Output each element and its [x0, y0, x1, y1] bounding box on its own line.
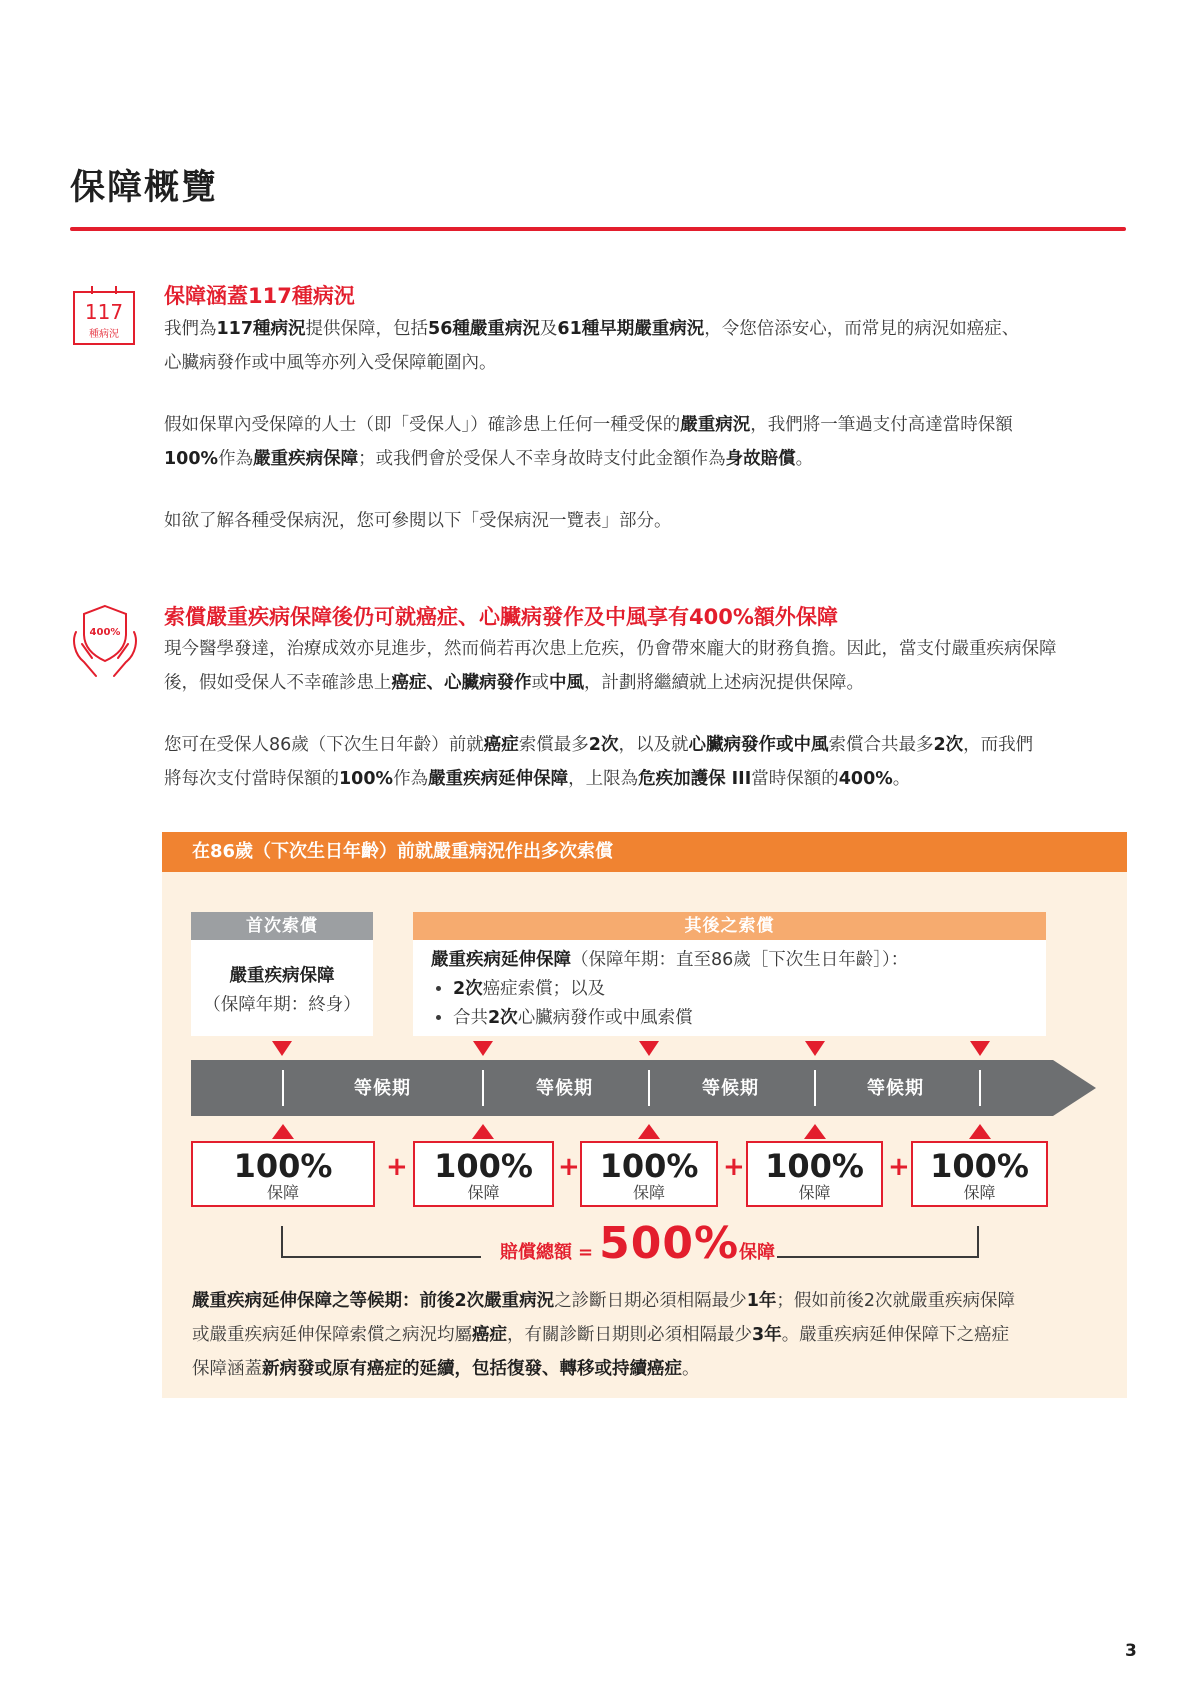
section2-title: 索償嚴重疾病保障後仍可就癌症、心臟病發作及中風享有400%額外保障 — [164, 605, 838, 629]
subsequent-claims-tag: 其後之索償 — [413, 912, 1046, 940]
down-arrow-icon — [970, 1041, 990, 1056]
section1-paragraph3: 如欲了解各種受保病況，您可參閱以下「受保病況一覽表」部分。 — [164, 511, 672, 531]
up-arrow-icon — [638, 1124, 660, 1139]
bracket-right — [977, 1226, 979, 1258]
down-arrow-icon — [639, 1041, 659, 1056]
section2-paragraph1: 現今醫學發達，治療成效亦見進步，然而倘若再次患上危疾，仍會帶來龐大的財務負擔。因此，當支付嚴重疾病保障 後，假如受保人不幸確診患上癌症、心臟病發作或中風，計劃將繼續就上述病況提供保障。 — [164, 639, 1057, 693]
payout-box: 100% 保障 — [911, 1141, 1048, 1207]
waiting-period-label: 等候期 — [354, 1078, 411, 1099]
calendar-icon — [70, 282, 138, 350]
plus-icon: + — [558, 1152, 580, 1182]
section2-paragraph2: 您可在受保人86歲（下次生日年齡）前就癌症索償最多2次，以及就心臟病發作或中風索償合共最多2次，而我們 將每次支付當時保額的100%作為嚴重疾病延伸保障，上限為危疾加護保 III當時保額的400%。 — [164, 735, 1034, 789]
page-title: 保障概覽 — [70, 168, 219, 208]
first-claim-period: （保障年期：終身） — [203, 995, 361, 1015]
payout-box: 100% 保障 — [580, 1141, 718, 1207]
shield-hands-icon — [70, 604, 138, 672]
first-claim-card — [191, 940, 373, 1036]
waiting-period-label: 等候期 — [867, 1078, 924, 1099]
extension-card — [413, 940, 1046, 1036]
bracket-line — [281, 1256, 481, 1258]
section1-paragraph1: 我們為117種病況提供保障，包括56種嚴重病況及61種早期嚴重病況，令您倍添安心，而常見的病況如癌症、 心臟病發作或中風等亦列入受保障範圍內。 — [164, 319, 1020, 373]
down-arrow-icon — [272, 1041, 292, 1056]
total-payout: 賠償總額 = 500%保障 — [500, 1218, 776, 1269]
page-number: 3 — [1125, 1641, 1137, 1661]
section1-paragraph2: 假如保單內受保障的人士（即「受保人」）確診患上任何一種受保的嚴重病況，我們將一筆過支付高達當時保額 100%作為嚴重疾病保障；或我們會於受保人不幸身故時支付此金額作為身故賠償。 — [164, 415, 1013, 469]
extension-title: 嚴重疾病延伸保障 — [431, 950, 571, 970]
payout-box: 100% 保障 — [413, 1141, 554, 1207]
bracket-line — [777, 1256, 979, 1258]
waiting-period-label: 等候期 — [702, 1078, 759, 1099]
timeline-marker — [979, 1070, 981, 1106]
plus-icon: + — [888, 1152, 910, 1182]
payout-box: 100% 保障 — [746, 1141, 883, 1207]
waiting-period-label: 等候期 — [536, 1078, 593, 1099]
claims-box-header: 在86歲（下次生日年齡）前就嚴重病況作出多次索償 — [162, 832, 1127, 872]
extension-period: （保障年期：直至86歲［下次生日年齡］）： — [571, 950, 909, 970]
bullet-heart-stroke: • 合共2次心臟病發作或中風索償 — [453, 1004, 1046, 1033]
down-arrow-icon — [473, 1041, 493, 1056]
bullet-cancer: • 2次癌症索償；以及 — [453, 975, 1046, 1004]
section1-title: 保障涵蓋117種病況 — [164, 284, 355, 308]
timeline-marker — [648, 1070, 650, 1106]
calendar-number: 117 — [84, 300, 124, 324]
up-arrow-icon — [969, 1124, 991, 1139]
first-claim-tag: 首次索償 — [191, 912, 373, 940]
shield-badge: 400% — [89, 627, 121, 638]
plus-icon: + — [386, 1152, 408, 1182]
up-arrow-icon — [804, 1124, 826, 1139]
waiting-period-note: 嚴重疾病延伸保障之等候期：前後2次嚴重病況之診斷日期必須相隔最少1年；假如前後2次就嚴重疾病保障 或嚴重疾病延伸保障索償之病況均屬癌症，有關診斷日期則必須相隔最少3年。嚴重疾病延伸保障下之癌症 保障涵蓋新病發或原有癌症的延續，包括復發、轉移或持續癌症。 — [192, 1291, 1016, 1379]
first-claim-title: 嚴重疾病保障 — [229, 966, 335, 986]
plus-icon: + — [723, 1152, 745, 1182]
bracket-left — [281, 1226, 283, 1258]
calendar-caption: 種病況 — [89, 329, 119, 340]
timeline-marker — [482, 1070, 484, 1106]
title-divider — [70, 227, 1126, 231]
timeline-marker — [282, 1070, 284, 1106]
up-arrow-icon — [272, 1124, 294, 1139]
up-arrow-icon — [472, 1124, 494, 1139]
down-arrow-icon — [805, 1041, 825, 1056]
timeline-arrow — [191, 1060, 1096, 1116]
payout-box: 100% 保障 — [191, 1141, 375, 1207]
timeline-marker — [814, 1070, 816, 1106]
